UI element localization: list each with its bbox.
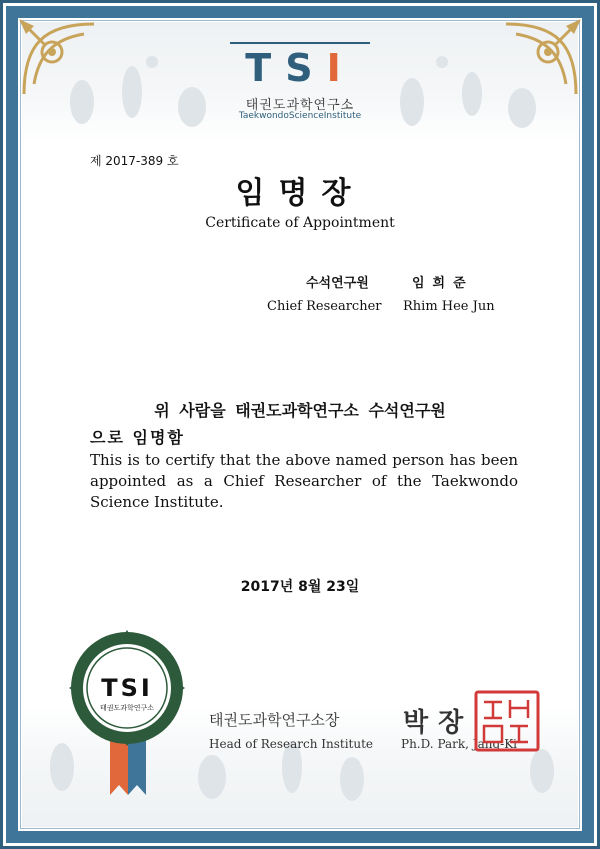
- certificate-number: 제 2017-389 호: [90, 154, 179, 168]
- issuer-signature-en: Ph.D. Park, Jang-Ki: [401, 737, 517, 751]
- issuer-title-ko: 태권도과학연구소장: [209, 711, 340, 729]
- seal-text: TSI: [101, 674, 153, 702]
- official-red-stamp-icon: [474, 690, 540, 752]
- logo-main-text: TS: [245, 46, 327, 90]
- tsi-seal: [62, 630, 192, 800]
- logo-rule: [230, 42, 370, 44]
- logo-name-ko: 태권도과학연구소: [245, 98, 355, 113]
- logo-accent-text: I: [326, 46, 355, 90]
- issue-date: 2017년 8월 23일: [240, 579, 360, 595]
- corner-ornament-top-right-icon: [496, 14, 586, 104]
- appointee-role-en: Chief Researcher: [267, 299, 382, 314]
- body-text-ko-line1: 위 사람을 태권도과학연구소 수석연구원: [154, 401, 446, 420]
- appointee-name-en: Rhim Hee Jun: [403, 299, 495, 314]
- body-text-ko-line2: 으로 임명함: [90, 428, 185, 447]
- seal-subtext: 태권도과학연구소: [99, 704, 155, 712]
- tsi-logo: [230, 46, 370, 90]
- corner-ornament-top-left-icon: [14, 14, 104, 104]
- appointee-name-ko: 임희준: [412, 276, 474, 291]
- body-text-en: This is to certify that the above named person has been appointed as a Chief Researcher of the Taekwondo Science Institute.: [90, 451, 518, 511]
- issuer-signature-ko: 박장: [403, 708, 474, 738]
- appointee-role-ko: 수석연구원: [306, 276, 369, 291]
- seal-badge-icon: [62, 630, 192, 800]
- issuer-title-en: Head of Research Institute: [209, 737, 374, 751]
- certificate-title-ko: 임명장: [235, 176, 365, 211]
- certificate-title-en: Certificate of Appointment: [205, 215, 395, 231]
- logo-name-en: TaekwondoScienceInstitute: [238, 111, 362, 121]
